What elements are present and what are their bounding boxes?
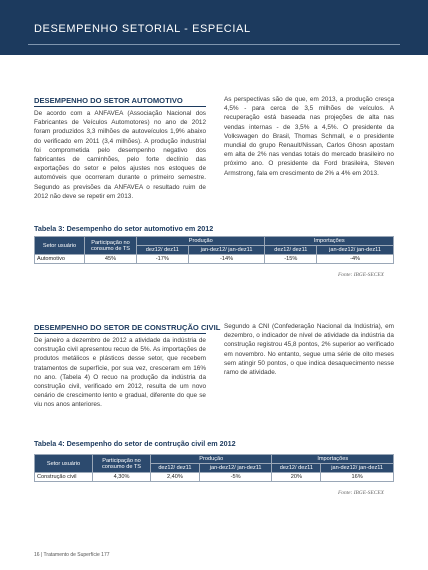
table3-title: Tabela 3: Desempenho do setor automotivo em 2012 xyxy=(34,224,214,233)
table-row xyxy=(35,473,394,482)
table3 xyxy=(34,236,394,264)
table4-header-setor: Setor usuário xyxy=(35,455,93,473)
table-cell: -15% xyxy=(265,255,317,264)
page-footer: 16 | Tratamento de Superfície 177 xyxy=(34,552,110,558)
table3-header-importacoes: Importações xyxy=(265,237,394,246)
table-cell: -14% xyxy=(188,255,265,264)
paragraph-automotivo-right: As perspectivas são de que, em 2013, a produção cresça 4,5% - para cerca de 3,5 milhões de veículos. A recuperação está baseada nas projeções de alta nas vendas internas - de 3,5% a 4,5%. O presidente da Volkswagen do Brasil, Thomas Schmall, e o presidente mundial do grupo Renault/Nissan, Carlos Ghosn apostam em alta de 2% nas vendas totais do mercado brasileiro no próximo ano. O presidente da Ford brasileira, Steven Armstrong, fala em crescimento de 2% a 4% em 2013. xyxy=(224,96,394,177)
section-title-construcao: DESEMPENHO DO SETOR DE CONSTRUÇÃO CIVIL xyxy=(34,323,221,332)
table4-header-participacao: Participação no consumo de TS xyxy=(93,455,151,473)
header-divider xyxy=(28,44,400,45)
section-rule xyxy=(34,333,206,334)
table-cell: -5% xyxy=(199,473,272,482)
paragraph-automotivo-left: De acordo com a ANFAVEA (Associação Nacional dos Fabricantes de Veículos Automotores) no ano de 2012 foram produzidos 3,3 milhões de autoveículos 1,9% abaixo do verificado em 2011 (3,4 milhões). A produção industrial foi comprometida pelo desempenho negativo dos fabricantes de caminhões, pelo forte declínio das exportações do setor e pelos ajustes nos estoques de automóveis que ocorreram durante o primeiro semestre. Segundo as previsões da ANFAVEA o resultado ruim de 2012 não deve se repetir em 2013. xyxy=(34,110,206,200)
table-cell: -4% xyxy=(317,255,394,264)
table-row xyxy=(35,255,394,264)
table3-subheader: jan-dez12/ jan-dez11 xyxy=(188,246,265,255)
table-cell: 45% xyxy=(85,255,137,264)
table4-header-importacoes: Importações xyxy=(272,455,394,464)
table-cell: 16% xyxy=(321,473,394,482)
table4-subheader: dez12/ dez11 xyxy=(272,464,321,473)
table4-subheader: jan-dez12/ jan-dez11 xyxy=(199,464,272,473)
table3-subheader: dez12/ dez11 xyxy=(137,246,189,255)
table-cell: Automotivo xyxy=(35,255,85,264)
table4-source: Fonte: IBGE-SECEX xyxy=(338,490,384,496)
table-cell: 20% xyxy=(272,473,321,482)
table4 xyxy=(34,454,394,482)
table4-header-producao: Produção xyxy=(151,455,272,464)
table-cell: 2,40% xyxy=(151,473,200,482)
table4-title: Tabela 4: Desempenho do setor de contrução civil em 2012 xyxy=(34,439,236,448)
paragraph-construcao-left: De janeiro a dezembro de 2012 a atividade da indústria de construção civil apresentou recuo de 5%. As importações de produtos metálicos e plásticos desse setor, que recebem tratamentos de superfície, por sua vez, cresceram em 16% no ano. (Tabela 4) O recuo na produção da indústria da construção civil, verificado em 2012, resulta de um novo cenário de crescimento lento e gradual, diferente do que se viu nos anos anteriores. xyxy=(34,337,206,409)
table3-subheader: jan-dez12/ jan-dez11 xyxy=(317,246,394,255)
section-rule xyxy=(34,106,206,107)
table-cell: -17% xyxy=(137,255,189,264)
table-cell: Construção civil xyxy=(35,473,93,482)
table3-header-participacao: Participação no consumo de TS xyxy=(85,237,137,255)
table3-subheader: dez12/ dez11 xyxy=(265,246,317,255)
table-cell: 4,30% xyxy=(93,473,151,482)
table4-subheader: jan-dez12/ jan-dez11 xyxy=(321,464,394,473)
section-title-automotivo: DESEMPENHO DO SETOR AUTOMOTIVO xyxy=(34,96,183,105)
table3-header-setor: Setor usuário xyxy=(35,237,85,255)
page-header xyxy=(0,0,428,55)
table4-subheader: dez12/ dez11 xyxy=(151,464,200,473)
paragraph-construcao-right: Segundo a CNI (Confederação Nacional da Indústria), em dezembro, o indicador de nível de atividade da indústria da construção registrou 45,8 pontos, 2% superior ao verificado em novembro. No entanto, segue uma série de oito meses sem atingir 50 pontos, o que indica desaquecimento nesse ramo de atividade. xyxy=(224,323,394,377)
table3-source: Fonte: IBGE-SECEX xyxy=(338,272,384,278)
page-title: DESEMPENHO SETORIAL - ESPECIAL xyxy=(34,23,251,35)
table3-header-producao: Produção xyxy=(137,237,265,246)
